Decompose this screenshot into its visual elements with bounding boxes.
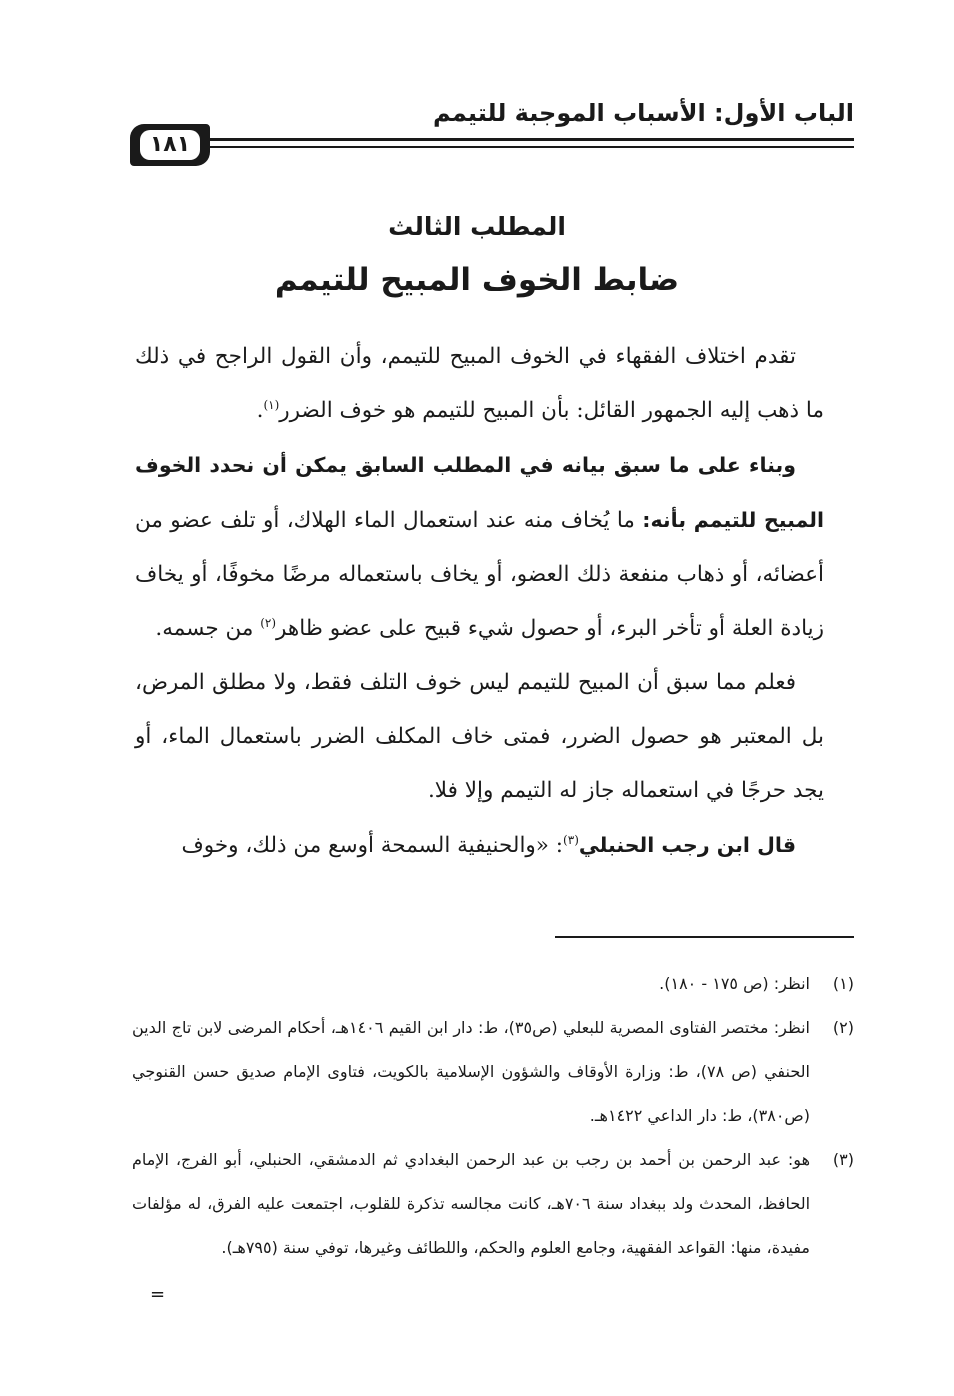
- section-label: المطلب الثالث: [388, 212, 566, 241]
- footnotes: [132, 962, 854, 1270]
- footnote-2: [132, 1006, 854, 1138]
- footnote-number: (٣): [832, 1150, 854, 1169]
- footnote-text: انظر: مختصر الفتاوى المصرية للبعلي (ص٣٥)، ط: دار ابن القيم ١٤٠٦هـ، أحكام المرضى لابن تاج الدين الحنفي (ص ٧٨)، ط: وزارة الأوقاف والشؤون الإسلامية بالكويت، فتاوى الإمام صديق حسن القنوجي (ص٣٨٠)، ط: دار الداعي ١٤٢٢هـ.: [132, 1018, 810, 1125]
- header-rule-thick: [130, 138, 854, 141]
- footnote-number: (١): [832, 974, 854, 993]
- footnote-separator: [555, 936, 854, 938]
- footnote-ref-1[interactable]: (١): [263, 397, 280, 412]
- page-number: ١٨١: [140, 130, 200, 160]
- main-text: [135, 330, 824, 873]
- footnote-ref-2[interactable]: (٢): [260, 615, 277, 630]
- paragraph-3: فعلم مما سبق أن المبيح للتيمم ليس خوف التلف فقط، ولا مطلق المرض، بل المعتبر هو حصول الضرر، فمتى خاف المكلف الضرر باستعمال الماء، أو يجد حرجًا في استعماله جاز له التيمم وإلا فلا.: [135, 670, 824, 803]
- footnote-ref-3[interactable]: (٣): [563, 832, 579, 847]
- footnote-number: (٢): [832, 1018, 854, 1037]
- footnote-text: هو: عبد الرحمن بن أحمد بن رجب بن عبد الرحمن البغدادي ثم الدمشقي، الحنبلي، أبو الفرج، الإمام الحافظ، المحدث ولد ببغداد سنة ٧٠٦هـ، كانت مجالسه تذكرة للقلوب، اجتمعت عليه الفرق، له مؤلفات مفيدة، منها: القواعد الفقهية، وجامع العلوم والحكم، واللطائف وغيرها، توفي سنة (٧٩٥هـ).: [132, 1150, 811, 1257]
- footnote-3: [132, 1138, 854, 1270]
- paragraph-1: تقدم اختلاف الفقهاء في الخوف المبيح للتيمم، وأن القول الراجح في ذلك ما ذهب إليه الجمهور القائل: بأن المبيح للتيمم هو خوف الضرر$^{(١)}$.: [135, 344, 824, 423]
- paragraph-4: قال ابن رجب الحنبلي$^{(٣)}$: «والحنيفية السمحة أوسع من ذلك، وخوف: [181, 832, 796, 858]
- paragraph-2: وبناء على ما سبق بيانه في المطلب السابق يمكن أن نحدد الخوف المبيح للتيمم بأنه: ما يُخاف منه عند استعمال الماء الهلاك، أو تلف عضو من أعضائه، أو ذهاب منفعة ذلك العضو، أو يخاف باستعماله مرضًا مخوفًا، أو يخاف زيادة العلة أو تأخر البرء، أو حصول شيء قبيح على عضو ظاهر$^{(٢)}$ من جسمه.: [135, 453, 824, 641]
- continuation-mark: =: [150, 1284, 166, 1305]
- page-number-badge: [130, 124, 210, 166]
- running-header-title: الباب الأول: الأسباب الموجبة للتيمم: [433, 99, 854, 127]
- footnote-1: [132, 962, 854, 1006]
- section-title: ضابط الخوف المبيح للتيمم: [274, 262, 680, 298]
- header-rule-thin: [130, 146, 854, 148]
- footnote-text: انظر: (ص ١٧٥ - ١٨٠).: [659, 974, 810, 993]
